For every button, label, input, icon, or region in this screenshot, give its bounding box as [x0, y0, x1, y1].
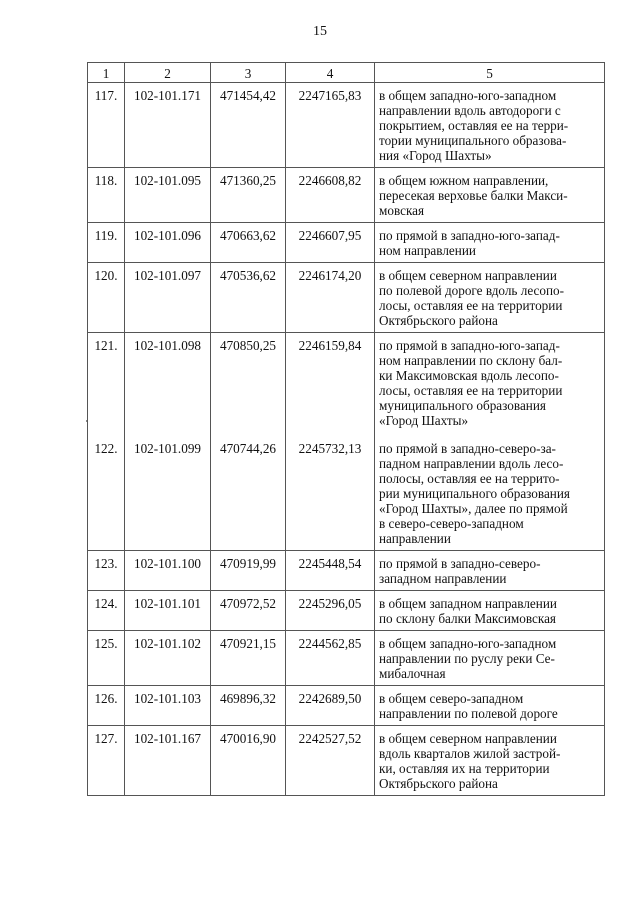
y-coordinate: 2245448,54 [286, 551, 375, 591]
column-header-description: 5 [375, 63, 605, 83]
x-coordinate: 470972,52 [211, 591, 286, 631]
boundary-description: в общем северо-западном направлении по полевой дороге [375, 686, 605, 726]
table-row [88, 591, 605, 631]
table-row [88, 168, 605, 223]
point-code: 102-101.097 [125, 263, 211, 333]
x-coordinate: 470016,90 [211, 726, 286, 796]
y-coordinate: 2246607,95 [286, 223, 375, 263]
point-code: 102-101.101 [125, 591, 211, 631]
column-header-x-coordinate: 3 [211, 63, 286, 83]
x-coordinate: 470850,25 [211, 333, 286, 433]
y-coordinate: 2246159,84 [286, 333, 375, 433]
column-header-y-coordinate: 4 [286, 63, 375, 83]
row-number: 125. [88, 631, 125, 686]
page-number: 15 [313, 24, 327, 39]
boundary-description: по прямой в западно-северо-за- падном направлении вдоль лесо- полосы, оставляя ее на террито- рии муниципального образования «Город Шахты», далее по прямой в северо-северо-западном направлении [375, 432, 605, 551]
table-row [88, 631, 605, 686]
table-body [88, 83, 605, 796]
x-coordinate: 471454,42 [211, 83, 286, 168]
y-coordinate: 2247165,83 [286, 83, 375, 168]
y-coordinate: 2244562,85 [286, 631, 375, 686]
boundary-description: в общем южном направлении, пересекая верховье балки Макси- мовская [375, 168, 605, 223]
column-header-point-code: 2 [125, 63, 211, 83]
table-row [88, 83, 605, 168]
row-number: 126. [88, 686, 125, 726]
row-number: 121. [88, 333, 125, 433]
y-coordinate: 2246174,20 [286, 263, 375, 333]
row-number: 122. [88, 432, 125, 551]
point-code: 102-101.102 [125, 631, 211, 686]
boundary-description: по прямой в западно-юго-запад- ном направлении по склону бал- ки Максимовская вдоль лесопо- лосы, оставляя ее на территории муниципального образования «Город Шахты» [375, 333, 605, 433]
x-coordinate: 470921,15 [211, 631, 286, 686]
row-number: 118. [88, 168, 125, 223]
y-coordinate: 2245296,05 [286, 591, 375, 631]
boundary-points-table [87, 62, 605, 796]
y-coordinate: 2246608,82 [286, 168, 375, 223]
boundary-description: в общем западном направлении по склону балки Максимовская [375, 591, 605, 631]
table-row [88, 726, 605, 796]
y-coordinate: 2242689,50 [286, 686, 375, 726]
x-coordinate: 470744,26 [211, 432, 286, 551]
x-coordinate: 471360,25 [211, 168, 286, 223]
table-row [88, 432, 605, 551]
table-row [88, 263, 605, 333]
row-number: 120. [88, 263, 125, 333]
point-code: 102-101.098 [125, 333, 211, 433]
boundary-description: в общем западно-юго-западном направлении по руслу реки Се- мибалочная [375, 631, 605, 686]
row-number: 127. [88, 726, 125, 796]
row-number: 124. [88, 591, 125, 631]
table-row [88, 223, 605, 263]
boundary-description: по прямой в западно-юго-запад- ном направлении [375, 223, 605, 263]
table-row [88, 333, 605, 433]
point-code: 102-101.095 [125, 168, 211, 223]
point-code: 102-101.167 [125, 726, 211, 796]
table-row [88, 686, 605, 726]
boundary-description: по прямой в западно-северо- западном направлении [375, 551, 605, 591]
y-coordinate: 2242527,52 [286, 726, 375, 796]
x-coordinate: 470663,62 [211, 223, 286, 263]
boundary-description: в общем западно-юго-западном направлении вдоль автодороги с покрытием, оставляя ее на терри- тории муниципального образова- ния «Город Шахты» [375, 83, 605, 168]
y-coordinate: 2245732,13 [286, 432, 375, 551]
table-row [88, 551, 605, 591]
table-header-row [88, 63, 605, 83]
x-coordinate: 470919,99 [211, 551, 286, 591]
row-number: 117. [88, 83, 125, 168]
boundary-description: в общем северном направлении вдоль кварталов жилой застрой- ки, оставляя их на территории Октябрьского района [375, 726, 605, 796]
point-code: 102-101.096 [125, 223, 211, 263]
row-number: 123. [88, 551, 125, 591]
point-code: 102-101.171 [125, 83, 211, 168]
column-header-number: 1 [88, 63, 125, 83]
boundary-description: в общем северном направлении по полевой дороге вдоль лесопо- лосы, оставляя ее на территории Октябрьского района [375, 263, 605, 333]
point-code: 102-101.099 [125, 432, 211, 551]
x-coordinate: 470536,62 [211, 263, 286, 333]
point-code: 102-101.103 [125, 686, 211, 726]
x-coordinate: 469896,32 [211, 686, 286, 726]
table-header [88, 63, 605, 83]
row-number: 119. [88, 223, 125, 263]
point-code: 102-101.100 [125, 551, 211, 591]
